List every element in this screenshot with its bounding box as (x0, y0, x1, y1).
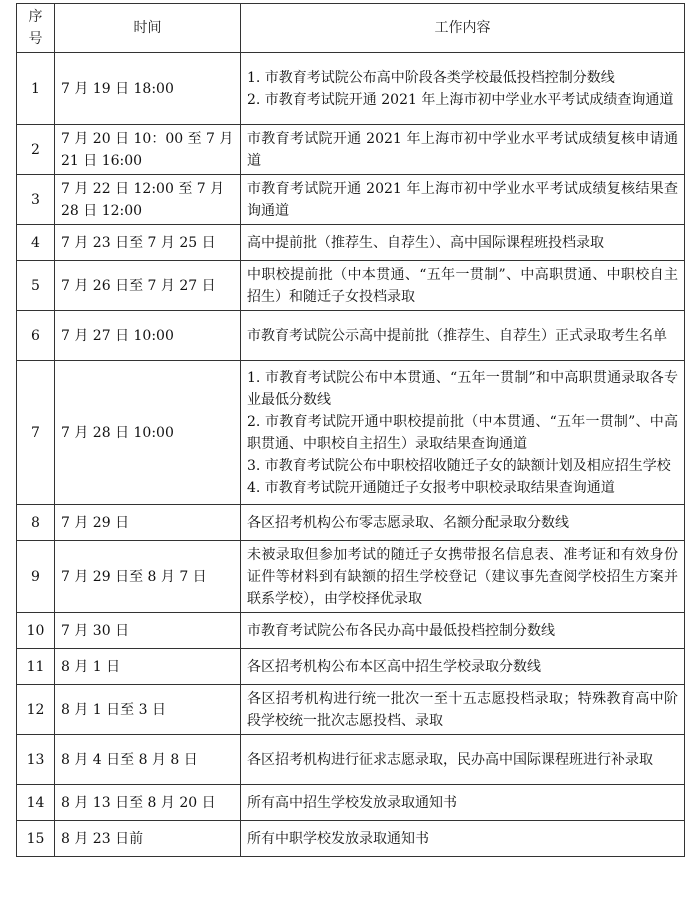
work-item: 3. 市教育考试院公布中职校招收随迁子女的缺额计划及相应招生学校 (247, 457, 671, 474)
row-time: 7 月 27 日 10:00 (55, 311, 241, 361)
row-work (241, 541, 685, 613)
row-index: 1 (17, 53, 55, 125)
work-item: 2. 市教育考试院开通 2021 年上海市初中学业水平考试成绩查询通道 (247, 91, 674, 108)
row-time: 7 月 30 日 (55, 613, 241, 649)
row-time: 7 月 19 日 18:00 (55, 53, 241, 125)
table-row (17, 613, 685, 649)
work-item: 未被录取但参加考试的随迁子女携带报名信息表、准考证和有效身份证件等材料到有缺额的招生学校登记（建议事先查阅学校招生方案并联系学校），由学校择优录取 (247, 546, 678, 607)
work-item: 市教育考试院公示高中提前批（推荐生、自荐生）正式录取考生名单 (247, 327, 667, 344)
row-work (241, 821, 685, 857)
table-row (17, 785, 685, 821)
row-time: 8 月 4 日至 8 月 8 日 (55, 735, 241, 785)
row-time: 8 月 13 日至 8 月 20 日 (55, 785, 241, 821)
row-work (241, 649, 685, 685)
row-index: 5 (17, 261, 55, 311)
row-time: 8 月 1 日 (55, 649, 241, 685)
work-item: 各区招考机构公布本区高中招生学校录取分数线 (247, 658, 541, 675)
header-time: 时间 (55, 4, 241, 53)
row-work (241, 311, 685, 361)
row-index: 3 (17, 175, 55, 225)
row-index: 10 (17, 613, 55, 649)
work-item: 各区招考机构进行征求志愿录取，民办高中国际课程班进行补录取 (247, 751, 653, 768)
header-work: 工作内容 (241, 4, 685, 53)
table-row (17, 541, 685, 613)
row-work (241, 261, 685, 311)
table-row (17, 175, 685, 225)
work-item: 市教育考试院公布各民办高中最低投档控制分数线 (247, 622, 555, 639)
row-work (241, 361, 685, 505)
row-work (241, 613, 685, 649)
table-row (17, 735, 685, 785)
table-row (17, 311, 685, 361)
row-work (241, 685, 685, 735)
row-time: 7 月 23 日至 7 月 25 日 (55, 225, 241, 261)
row-work (241, 125, 685, 175)
row-time: 7 月 22 日 12:00 至 7 月 28 日 12:00 (55, 175, 241, 225)
row-work (241, 735, 685, 785)
row-index: 4 (17, 225, 55, 261)
work-item: 各区招考机构公布零志愿录取、名额分配录取分数线 (247, 514, 569, 531)
header-index: 序号 (17, 4, 55, 53)
row-time: 8 月 1 日至 3 日 (55, 685, 241, 735)
row-work (241, 175, 685, 225)
row-index: 15 (17, 821, 55, 857)
row-work (241, 505, 685, 541)
table-row (17, 225, 685, 261)
work-item: 市教育考试院开通 2021 年上海市初中学业水平考试成绩复核申请通道 (247, 130, 678, 169)
work-item: 中职校提前批（中本贯通、“五年一贯制”、中高职贯通、中职校自主招生）和随迁子女投档录取 (247, 266, 678, 305)
schedule-table (16, 3, 685, 857)
row-time: 7 月 26 日至 7 月 27 日 (55, 261, 241, 311)
row-work (241, 225, 685, 261)
work-item: 各区招考机构进行统一批次一至十五志愿投档录取；特殊教育高中阶段学校统一批次志愿投档、录取 (247, 690, 678, 729)
row-index: 13 (17, 735, 55, 785)
row-time: 7 月 28 日 10:00 (55, 361, 241, 505)
row-index: 8 (17, 505, 55, 541)
row-time: 7 月 29 日至 8 月 7 日 (55, 541, 241, 613)
table-row (17, 821, 685, 857)
row-work (241, 53, 685, 125)
table-row (17, 361, 685, 505)
row-work (241, 785, 685, 821)
row-index: 9 (17, 541, 55, 613)
row-index: 14 (17, 785, 55, 821)
row-time: 7 月 29 日 (55, 505, 241, 541)
row-index: 6 (17, 311, 55, 361)
work-item: 1. 市教育考试院公布中本贯通、“五年一贯制”和中高职贯通录取各专业最低分数线 (247, 369, 678, 408)
header-row (17, 4, 685, 53)
work-item: 4. 市教育考试院开通随迁子女报考中职校录取结果查询通道 (247, 479, 615, 496)
work-item: 2. 市教育考试院开通中职校提前批（中本贯通、“五年一贯制”、中高职贯通、中职校自主招生）录取结果查询通道 (247, 413, 678, 452)
work-item: 所有中职学校发放录取通知书 (247, 830, 429, 847)
row-index: 2 (17, 125, 55, 175)
work-item: 所有高中招生学校发放录取通知书 (247, 794, 457, 811)
table-row (17, 649, 685, 685)
schedule-body (17, 53, 685, 857)
work-item: 1. 市教育考试院公布高中阶段各类学校最低投档控制分数线 (247, 69, 615, 86)
work-item: 高中提前批（推荐生、自荐生）、高中国际课程班投档录取 (247, 234, 604, 251)
row-time: 7 月 20 日 10：00 至 7 月 21 日 16:00 (55, 125, 241, 175)
row-index: 11 (17, 649, 55, 685)
table-row (17, 261, 685, 311)
table-row (17, 505, 685, 541)
row-index: 7 (17, 361, 55, 505)
table-row (17, 125, 685, 175)
row-index: 12 (17, 685, 55, 735)
table-row (17, 685, 685, 735)
row-time: 8 月 23 日前 (55, 821, 241, 857)
work-item: 市教育考试院开通 2021 年上海市初中学业水平考试成绩复核结果查询通道 (247, 180, 678, 219)
table-row (17, 53, 685, 125)
